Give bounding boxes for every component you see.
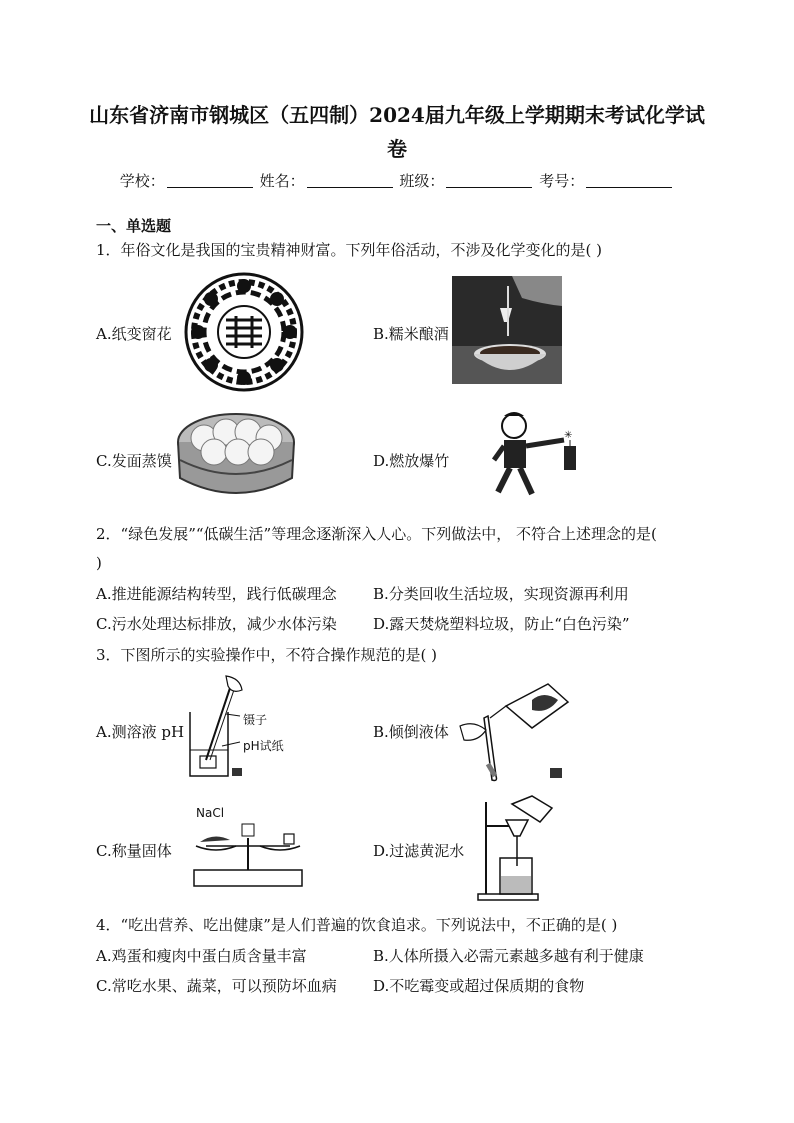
- rice-wine-image: [452, 276, 562, 384]
- q3-option-a[interactable]: A.测溶液 pH: [96, 723, 185, 741]
- balance-scale-diagram: [186, 820, 310, 890]
- exam-no-label: 考号：: [539, 172, 585, 190]
- question-2-stem: 2．“绿色发展”“低碳生活”等理念逐渐深入人心。下列做法中， 不符合上述理念的是(: [96, 525, 657, 543]
- q1-option-b[interactable]: B.糯米酿酒: [373, 325, 449, 343]
- filtration-diagram: [478, 796, 558, 900]
- firecracker-boy-image: [486, 410, 586, 506]
- q4-option-c[interactable]: C.常吃水果、蔬菜，可以预防坏血病: [96, 977, 337, 995]
- q1-option-a[interactable]: A.纸变窗花: [96, 325, 172, 343]
- q2-option-c[interactable]: C.污水处理达标排放，减少水体污染: [96, 615, 337, 633]
- section-heading: 一、单选题: [96, 217, 172, 235]
- q3-option-b[interactable]: B.倾倒液体: [373, 723, 449, 741]
- q2-option-d[interactable]: D.露天焚烧塑料垃圾，防止“白色污染”: [373, 615, 630, 633]
- question-3-stem: 3．下图所示的实验操作中，不符合操作规范的是( ): [96, 646, 438, 664]
- class-label: 班级：: [399, 172, 445, 190]
- question-4-stem: 4．“吃出营养、吃出健康”是人们普遍的饮食追求。下列说法中，不正确的是( ): [96, 916, 618, 934]
- q3-option-c[interactable]: C.称量固体: [96, 842, 172, 860]
- tweezers-label: 镊子: [243, 713, 268, 727]
- q3-option-d[interactable]: D.过滤黄泥水: [373, 842, 465, 860]
- school-field[interactable]: [167, 173, 253, 188]
- exam-no-field[interactable]: [586, 173, 672, 188]
- class-field[interactable]: [446, 173, 532, 188]
- q4-option-a[interactable]: A.鸡蛋和瘦肉中蛋白质含量丰富: [96, 947, 307, 965]
- q1-option-d[interactable]: D.燃放爆竹: [373, 452, 450, 470]
- ph-test-diagram: [186, 676, 296, 780]
- q2-option-a[interactable]: A.推进能源结构转型，践行低碳理念: [96, 585, 337, 603]
- q2-option-b[interactable]: B.分类回收生活垃圾，实现资源再利用: [373, 585, 629, 603]
- ph-paper-label: pH试纸: [243, 739, 284, 753]
- steamed-buns-image: [176, 408, 296, 506]
- student-info-line: [0, 170, 794, 191]
- pouring-liquid-diagram: [458, 680, 578, 784]
- page-title: 山东省济南市钢城区（五四制）2024届九年级上学期期末考试化学试: [89, 103, 705, 127]
- paper-cut-window-image: [184, 272, 304, 392]
- school-label: 学校：: [119, 172, 165, 190]
- nacl-label: NaCl: [196, 806, 225, 820]
- question-2-stem-continued: ): [96, 554, 102, 572]
- q4-option-b[interactable]: B.人体所摄入必需元素越多越有利于健康: [373, 947, 644, 965]
- name-label: 姓名：: [259, 172, 305, 190]
- q1-option-c[interactable]: C.发面蒸馍: [96, 452, 172, 470]
- svg-text:✳: ✳: [564, 430, 573, 441]
- q4-option-d[interactable]: D.不吃霉变或超过保质期的食物: [373, 977, 585, 995]
- page-title-continued: 卷: [387, 137, 407, 161]
- question-1-stem: 1．年俗文化是我国的宝贵精神财富。下列年俗活动，不涉及化学变化的是( ): [96, 241, 603, 259]
- name-field[interactable]: [307, 173, 393, 188]
